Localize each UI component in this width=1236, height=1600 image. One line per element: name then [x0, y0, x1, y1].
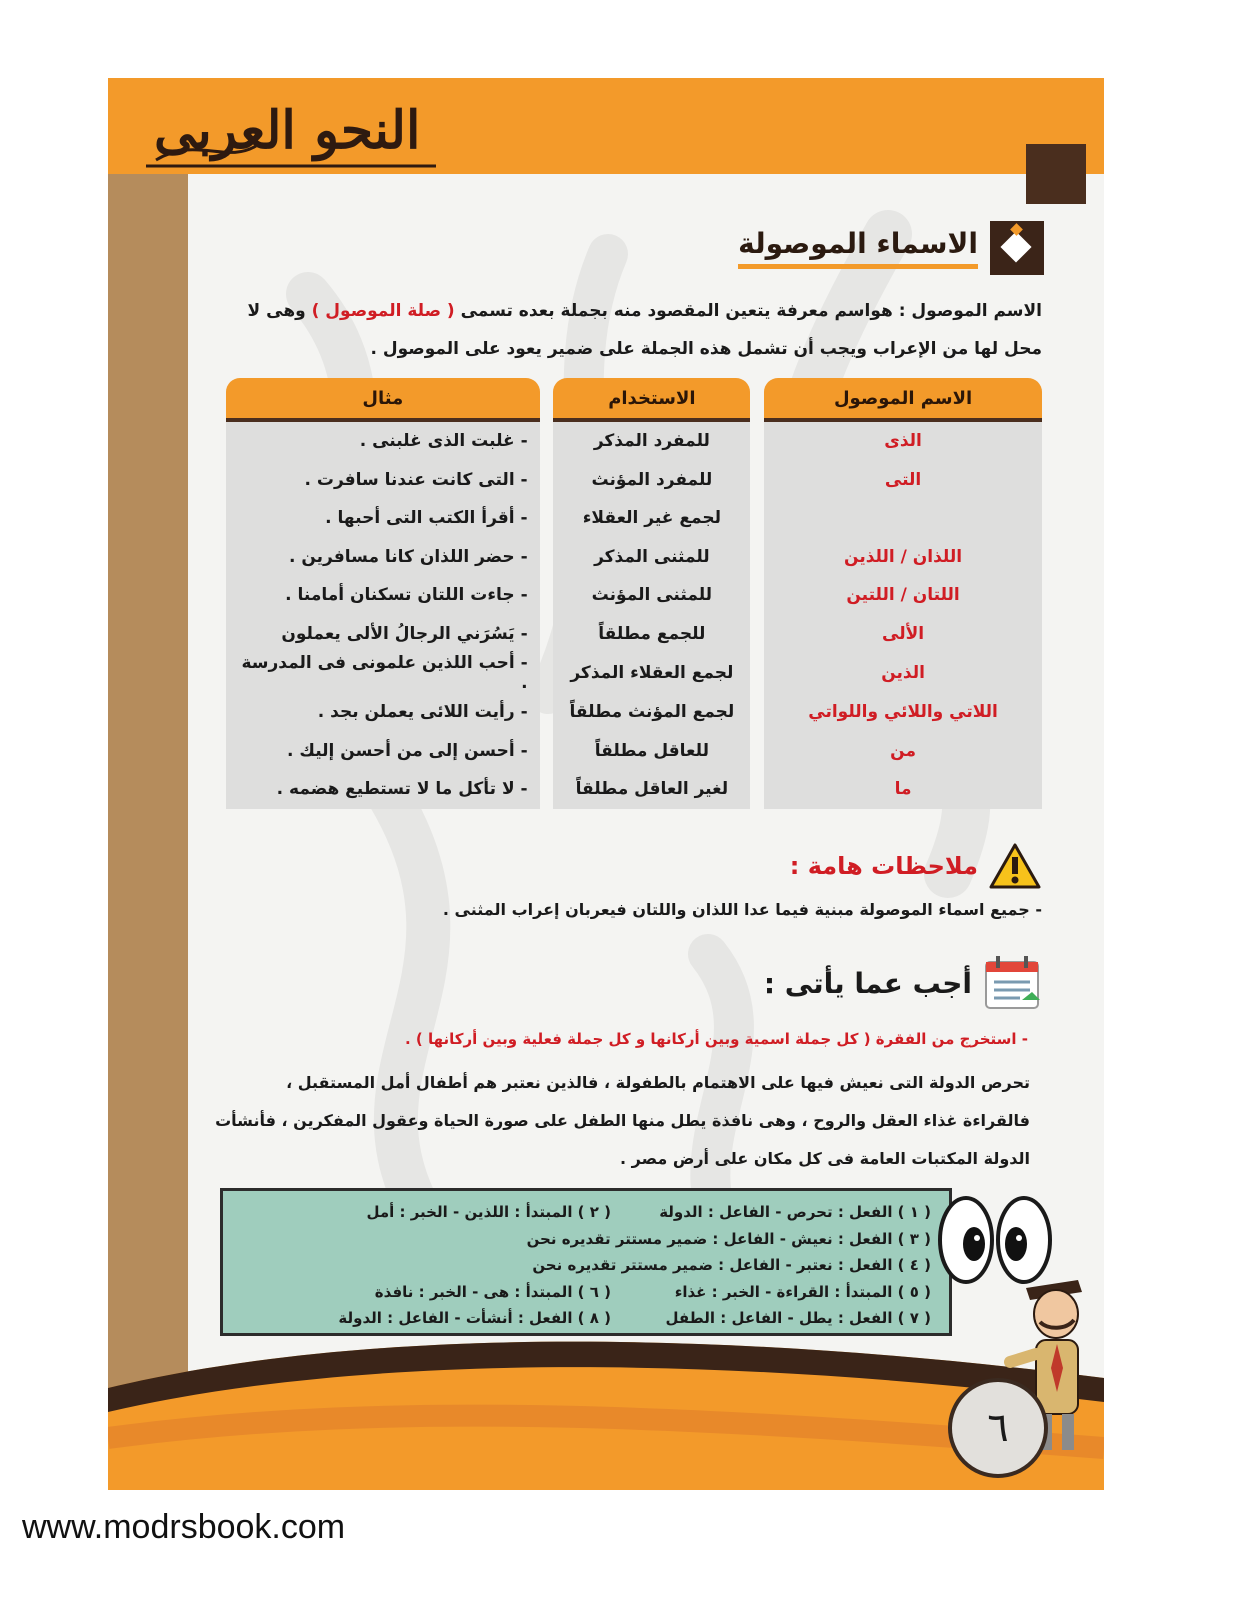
section-title: الاسماء الموصولة — [738, 227, 978, 269]
answer-item: ( ٥ ) المبتدأ : القراءة - الخبر : غذاء — [674, 1282, 931, 1301]
usage-cell: للمثنى المؤنث — [553, 576, 750, 615]
calendar-icon — [982, 954, 1044, 1012]
notes-header — [790, 842, 1042, 890]
answer-item: ( ٦ ) المبتدأ : هى - الخبر : نافذة — [374, 1282, 611, 1301]
header-example: مثال — [226, 378, 540, 422]
page — [108, 78, 1104, 1490]
header-usage: الاستخدام — [553, 378, 750, 422]
example-cell: - لا تأكل ما لا تستطيع هضمه . — [226, 770, 540, 809]
answer-item: ( ١ ) الفعل : تحرص - الفاعل : الدولة — [659, 1203, 931, 1221]
paragraph-line: الدولة المكتبات العامة فى كل مكان على أرض مصر . — [619, 1149, 1030, 1168]
usage-cell: لغير العاقل مطلقاً — [553, 770, 750, 809]
answer-item: ( ٨ ) الفعل : أنشأت - الفاعل : الدولة — [338, 1309, 611, 1327]
paragraph-line: فالقراءة غذاء العقل والروح ، وهى نافذة يطل منها الطفل على صورة الحياة وعقول المفكرين ، فأنشأت — [215, 1111, 1030, 1130]
answer-box — [220, 1188, 952, 1336]
answer-item: ( ٢ ) المبتدأ : اللذين - الخبر : أمل — [366, 1203, 611, 1221]
logo — [136, 96, 466, 176]
usage-cell: للمفرد المذكر — [553, 422, 750, 461]
left-bar — [108, 174, 188, 1434]
usage-cell: لجمع المؤنث مطلقاً — [553, 693, 750, 732]
usage-cell: لجمع العقلاء المذكر — [553, 653, 750, 693]
answer-item: ( ٤ ) الفعل : نعتبر - الفاعل : ضمير مستتر تقديره نحن — [532, 1256, 931, 1274]
answer-item: ( ٣ ) الفعل : نعيش - الفاعل : ضمير مستتر تقديره نحن — [526, 1229, 931, 1248]
pronoun-cell: الألى — [764, 615, 1042, 654]
notes-text: - جميع اسماء الموصولة مبنية فيما عدا اللذان واللتان فيعربان إعراب المثنى . — [442, 900, 1042, 919]
pronoun-cell: اللتان / اللتين — [764, 576, 1042, 615]
table-row — [226, 615, 1042, 654]
answer-line — [241, 1252, 931, 1279]
table-row — [226, 732, 1042, 771]
usage-cell: للعاقل مطلقاً — [553, 732, 750, 771]
corner-square — [1026, 144, 1086, 204]
definition-highlight: ( صلة الموصول ) — [311, 301, 455, 321]
exercise-title: أجب عما يأتى : — [763, 966, 972, 1000]
usage-cell: للمفرد المؤنث — [553, 461, 750, 500]
example-cell: - التى كانت عندنا سافرت . — [226, 461, 540, 500]
pronoun-cell: التى — [764, 461, 1042, 500]
notes-title: ملاحظات هامة : — [789, 852, 978, 880]
warning-icon — [988, 842, 1042, 890]
footer-url[interactable]: www.modrsbook.com — [22, 1508, 346, 1546]
definition-rest: وهى لا محل لها من الإعراب ويجب أن تشمل هذه الجملة على ضمير يعود على الموصول . — [247, 301, 1042, 359]
table-row — [226, 422, 1042, 461]
table-row — [226, 770, 1042, 809]
example-cell: - يَسُرَني الرجالُ الألى يعملون — [226, 615, 540, 654]
definition-text — [212, 292, 1042, 368]
example-cell: - غلبت الذى غلبنى . — [226, 422, 540, 461]
table-row — [226, 538, 1042, 577]
example-cell: - رأيت اللائى يعملن بجد . — [226, 693, 540, 732]
pronoun-cell: اللذان / اللذين — [764, 538, 1042, 577]
section-header — [738, 221, 1044, 275]
exercise-paragraph — [210, 1064, 1030, 1178]
answer-line — [241, 1199, 931, 1226]
pronoun-cell: من — [764, 732, 1042, 771]
logo-text: النحو العربى — [154, 100, 421, 161]
table-row — [226, 499, 1042, 538]
exercise-task: - استخرج من الفقرة ( كل جملة اسمية وبين أركانها و كل جملة فعلية وبين أركانها ) . — [405, 1030, 1028, 1048]
answer-line — [241, 1279, 931, 1306]
header-pronoun: الاسم الموصول — [764, 378, 1042, 422]
usage-cell: للمثنى المذكر — [553, 538, 750, 577]
example-cell: - أحسن إلى من أحسن إليك . — [226, 732, 540, 771]
example-cell: - جاءت اللتان تسكنان أمامنا . — [226, 576, 540, 615]
table-row — [226, 653, 1042, 693]
example-cell: - حضر اللذان كانا مسافرين . — [226, 538, 540, 577]
pronoun-cell: اللاتي واللائي واللواتي — [764, 693, 1042, 732]
usage-cell: لجمع غير العقلاء — [553, 499, 750, 538]
answer-item: ( ٧ ) الفعل : يطل - الفاعل : الطفل — [665, 1309, 931, 1327]
pronoun-cell — [764, 499, 1042, 538]
exercise-header — [764, 954, 1044, 1012]
table-row — [226, 576, 1042, 615]
table-row — [226, 693, 1042, 732]
example-cell: - أحب اللذين علمونى فى المدرسة . — [226, 653, 540, 693]
table-row — [226, 461, 1042, 500]
relative-pronouns-table — [226, 378, 1042, 809]
pronoun-cell: الذين — [764, 653, 1042, 693]
pronoun-cell: ما — [764, 770, 1042, 809]
example-cell: - أقرأ الكتب التى أحبها . — [226, 499, 540, 538]
page-number: ٦ — [948, 1378, 1048, 1478]
answer-line — [241, 1226, 931, 1253]
paragraph-line: تحرص الدولة التى نعيش فيها على الاهتمام بالطفولة ، فالذين نعتبر هم أطفال أمل المستقبل ، — [286, 1073, 1030, 1092]
diamond-icon — [990, 221, 1044, 275]
definition-lead: الاسم الموصول : هواسم معرفة يتعين المقصود منه بجملة بعده تسمى — [460, 301, 1042, 321]
pronoun-cell: الذى — [764, 422, 1042, 461]
usage-cell: للجمع مطلقاً — [553, 615, 750, 654]
